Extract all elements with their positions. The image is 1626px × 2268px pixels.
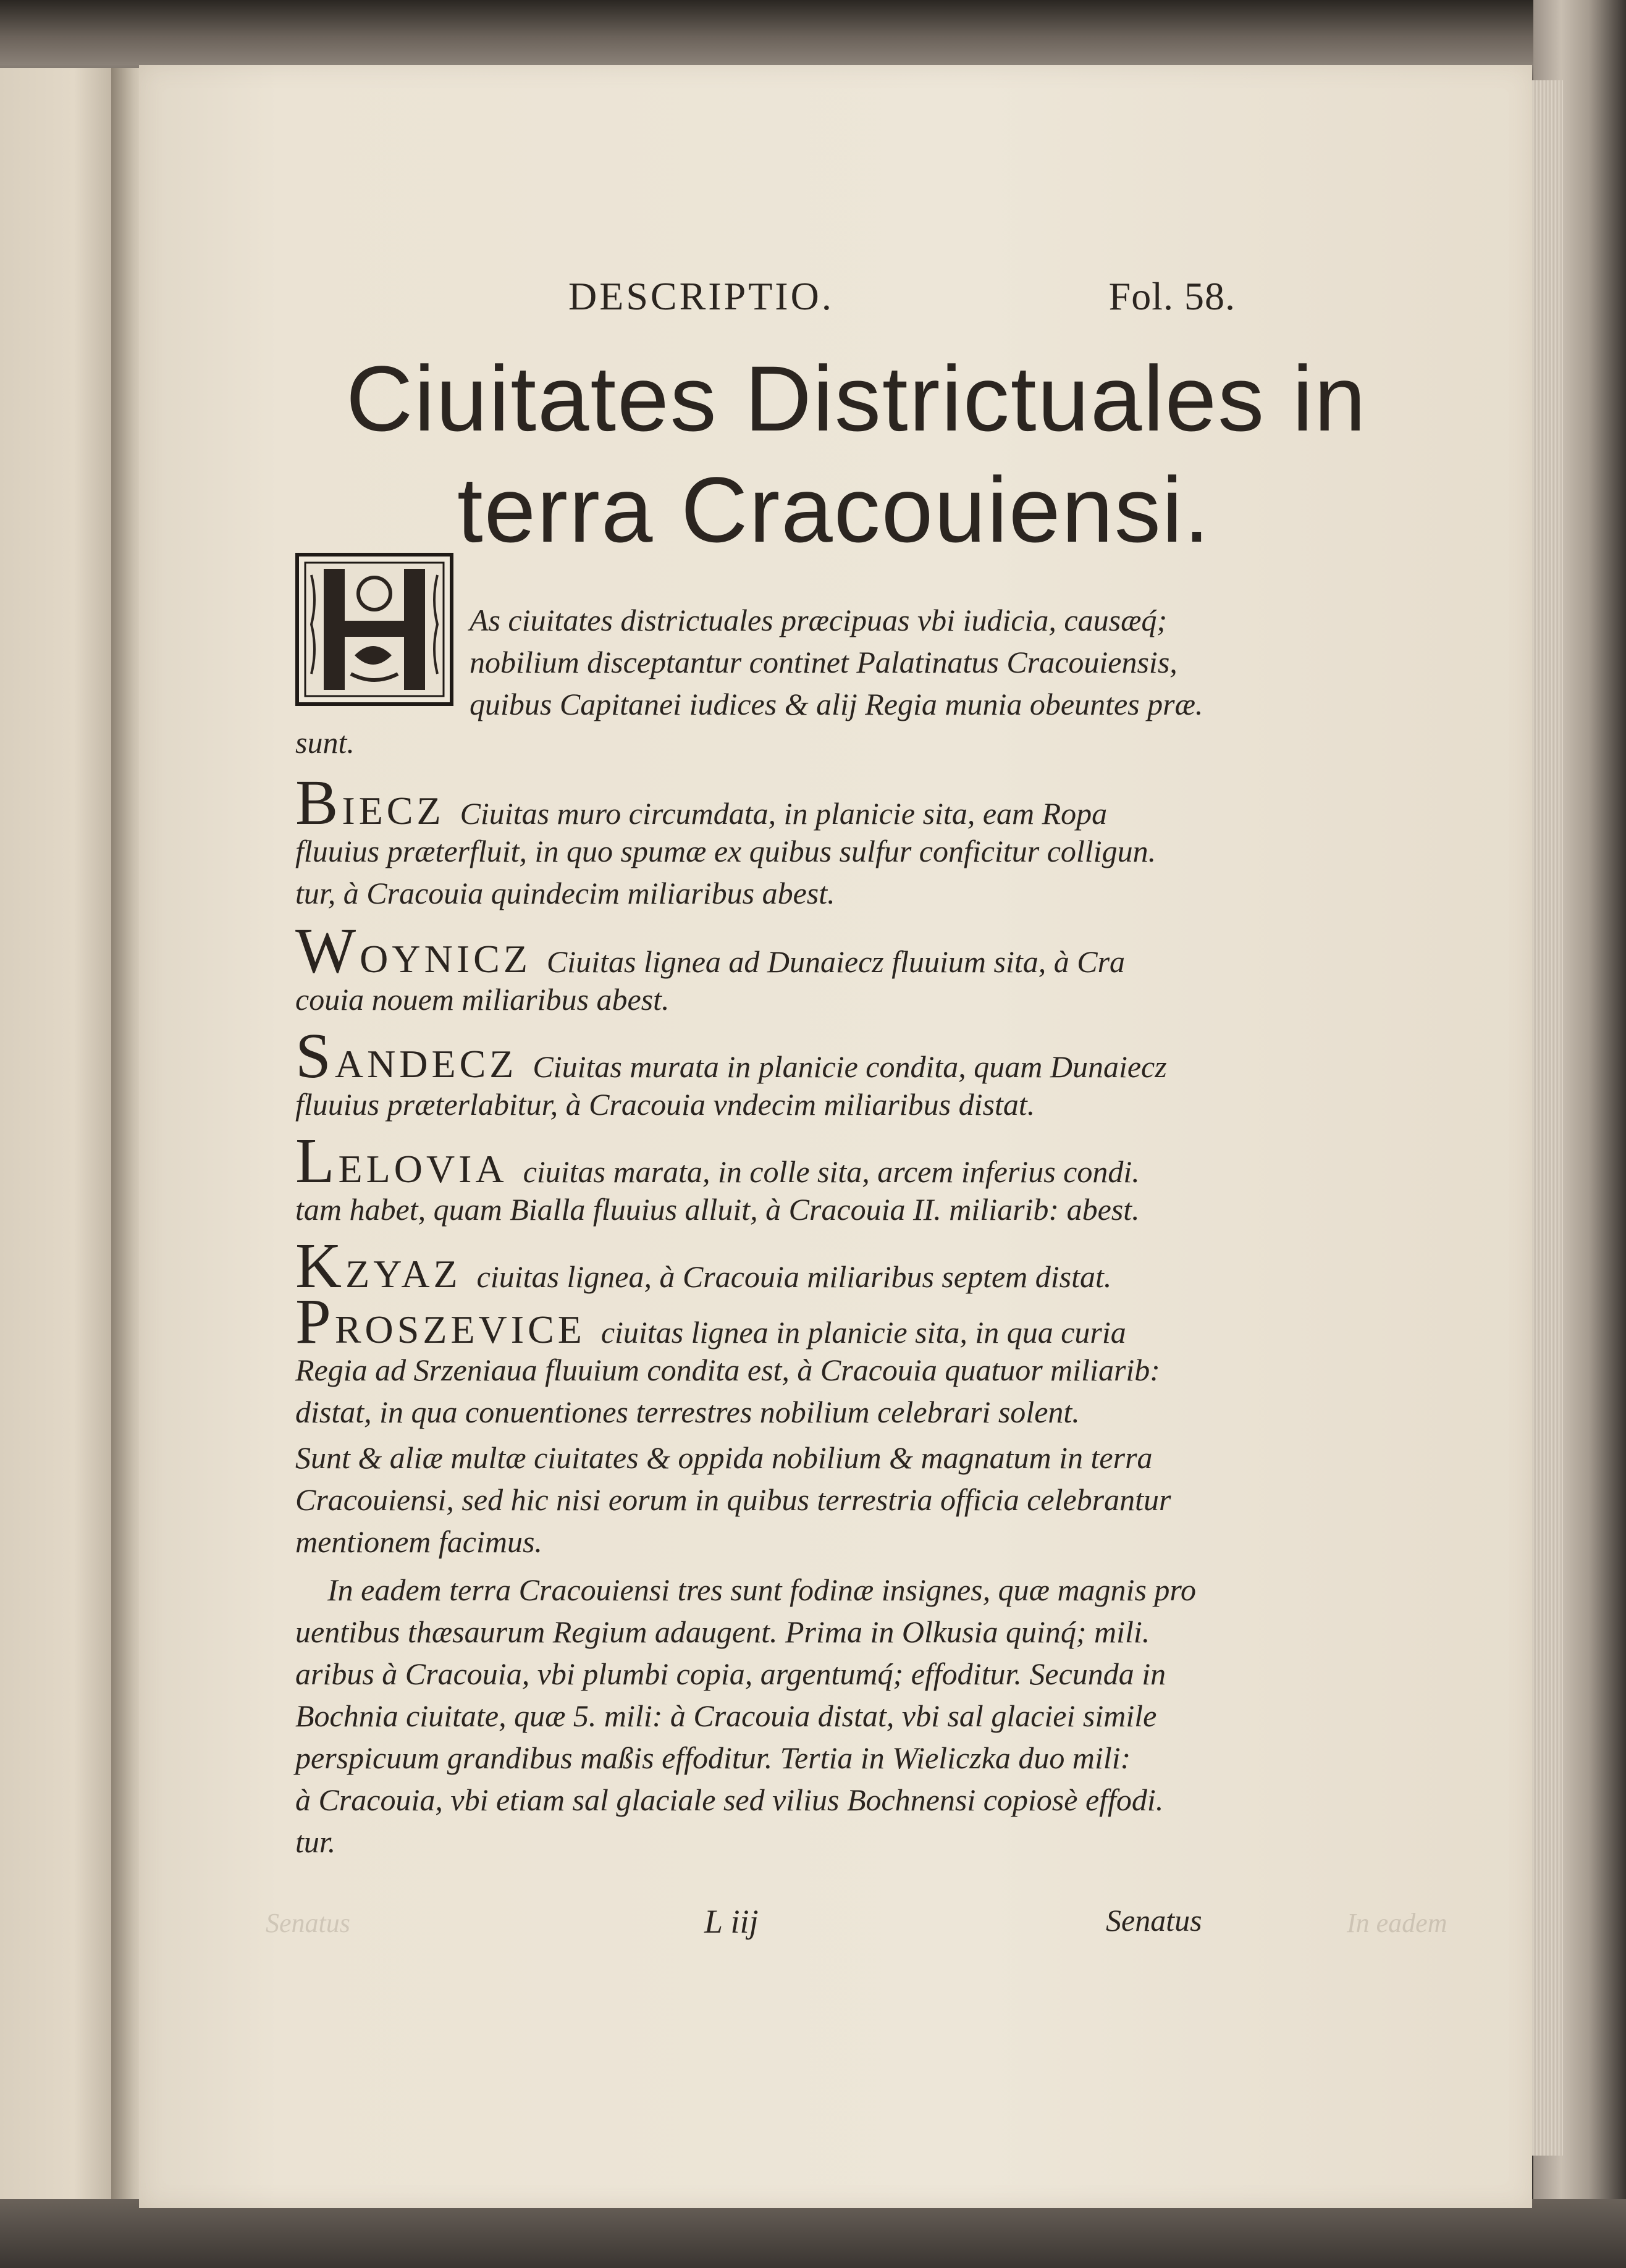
paragraph-sunt-line-1: Sunt & aliæ multæ ciuitates & oppida nobilium & magnatum in terra <box>295 1440 1153 1475</box>
paragraph-sunt-line-2: Cracouiensi, sed hic nisi eorum in quibus terrestria officia celebrantur <box>295 1482 1171 1517</box>
entry-name: ANDECZ <box>334 1042 518 1086</box>
intro-line-1: As ciuitates districtuales præcipuas vbi iudicia, causæq́; <box>470 603 1168 637</box>
intro-line-2: nobilium disceptantur continet Palatinatus Cracouiensis, <box>470 645 1177 679</box>
bleed-through-text: In eadem <box>1347 1908 1447 1938</box>
entry-first-line: ciuitas lignea, à Cracouia miliaribus septem distat. <box>476 1259 1112 1294</box>
catchword: Senatus <box>1106 1903 1202 1938</box>
paragraph-sunt-line-3: mentionem facimus. <box>295 1524 542 1559</box>
paragraph-mines-line-7: tur. <box>295 1825 336 1859</box>
entry-biecz-line-3: tur, à Cracouia quindecim miliaribus abest. <box>295 876 835 910</box>
paragraph-mines-line-6: à Cracouia, vbi etiam sal glaciale sed vilius Bochnensi copiosè effodi. <box>295 1783 1164 1817</box>
entry-lead-letter: K <box>295 1230 346 1301</box>
woodcut-ornament-icon <box>299 556 450 702</box>
entry-name: IECZ <box>342 789 445 833</box>
decorated-initial <box>295 553 453 706</box>
folio-number: Fol. 58. <box>1108 274 1236 318</box>
entry-woynicz <box>295 915 1126 986</box>
entry-biecz-line-2: fluuius præterfluit, in quo spumæ ex quibus sulfur conficitur colligun. <box>295 834 1156 868</box>
entry-proszevice-line-2: Regia ad Srzeniaua fluuium condita est, à Cracouia quatuor miliarib: <box>295 1353 1160 1387</box>
entry-lelovia-line-2: tam habet, quam Bialla fluuius alluit, à Cracouia II. miliarib: abest. <box>295 1192 1140 1227</box>
paragraph-mines-line-4: Bochnia ciuitate, quæ 5. mili: à Cracouia distat, vbi sal glaciei simile <box>295 1699 1157 1733</box>
paragraph-mines-line-1: In eadem terra Cracouiensi tres sunt fodinæ insignes, quæ magnis pro <box>327 1573 1197 1607</box>
entry-sandecz-line-2: fluuius præterlabitur, à Cracouia vndecim miliaribus distat. <box>295 1087 1035 1122</box>
chapter-title-line-2: terra Cracouiensi. <box>457 458 1211 561</box>
entry-sandecz <box>295 1020 1167 1091</box>
paragraph-mines-line-3: aribus à Cracouia, vbi plumbi copia, argentumq́; effoditur. Secunda in <box>295 1657 1166 1691</box>
entry-lead-letter: S <box>295 1020 335 1091</box>
entry-proszevice <box>295 1286 1126 1357</box>
entry-name: ELOVIA <box>338 1147 508 1191</box>
entry-kzyaz <box>295 1230 1112 1301</box>
entry-lelovia <box>295 1125 1140 1196</box>
paragraph-mines-line-2: uentibus thæsaurum Regium adaugent. Prima in Olkusia quinq́; mili. <box>295 1615 1150 1649</box>
entry-name: OYNICZ <box>360 937 531 981</box>
entry-first-line: Ciuitas lignea ad Dunaiecz fluuium sita, à Cra <box>546 944 1126 979</box>
book-bottom-edge <box>0 2199 1626 2268</box>
entry-first-line: Ciuitas muro circumdata, in planicie sita, eam Ropa <box>460 796 1108 831</box>
entry-first-line: ciuitas lignea in planicie sita, in qua curia <box>600 1315 1126 1350</box>
intro-line-4: sunt. <box>295 725 355 760</box>
bleed-through-text: Senatus <box>266 1908 350 1938</box>
entry-lead-letter: B <box>295 767 342 838</box>
running-header <box>568 272 1236 321</box>
entry-first-line: ciuitas marata, in colle sita, arcem inferius condi. <box>523 1154 1140 1189</box>
entry-first-line: Ciuitas murata in planicie condita, quam Dunaiecz <box>533 1049 1167 1084</box>
entry-woynicz-line-2: couia nouem miliaribus abest. <box>295 982 670 1017</box>
entry-proszevice-line-3: distat, in qua conuentiones terrestres nobilium celebrari solent. <box>295 1395 1080 1429</box>
entry-lead-letter: W <box>295 915 360 986</box>
signature-mark: L iij <box>704 1903 759 1940</box>
intro-line-3: quibus Capitanei iudices & alij Regia munia obeuntes præ. <box>470 687 1203 721</box>
entry-biecz <box>295 767 1108 838</box>
paragraph-mines-line-5: perspicuum grandibus maßis effoditur. Tertia in Wieliczka duo mili: <box>295 1741 1131 1775</box>
entry-name: ZYAZ <box>345 1252 461 1296</box>
header-title: DESCRIPTIO. <box>568 274 834 318</box>
chapter-title-line-1: Ciuitates Districtuales in <box>346 346 1367 450</box>
entry-lead-letter: P <box>295 1286 335 1357</box>
entry-name: ROSZEVICE <box>334 1308 586 1351</box>
entry-lead-letter: L <box>295 1125 339 1196</box>
facing-page <box>0 68 124 2217</box>
